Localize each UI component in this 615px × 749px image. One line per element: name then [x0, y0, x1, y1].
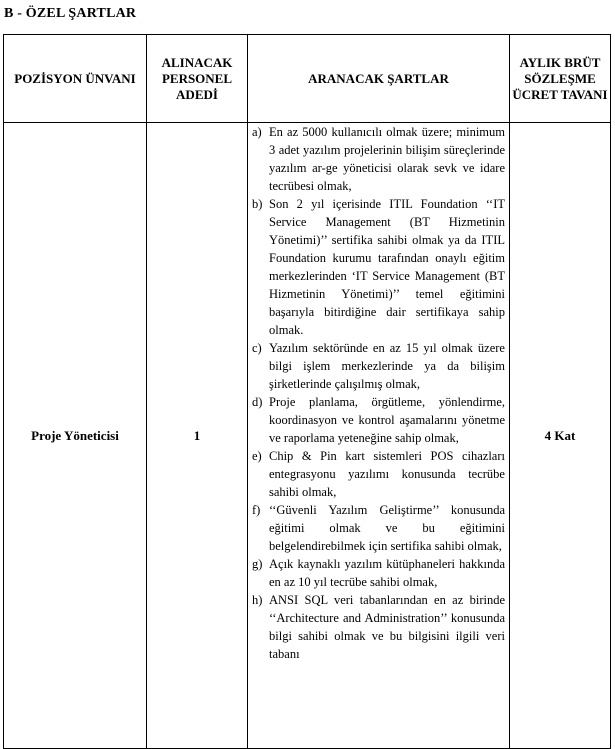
condition-letter: d) — [252, 395, 263, 409]
cell-conditions — [248, 123, 510, 749]
condition-text: Chip & Pin kart sistemleri POS cihazları entegrasyonu yazılımı konusunda tecrübe sahibi olmak, — [269, 449, 505, 499]
list-item — [252, 339, 505, 393]
header-salary-label: AYLIK BRÜT SÖZLEŞME ÜCRET TAVANI — [512, 54, 608, 102]
conditions-list — [252, 123, 505, 748]
condition-letter: h) — [252, 593, 263, 607]
header-position — [4, 35, 147, 123]
header-personnel-count-label: ALINACAK PERSONEL ADEDİ — [161, 54, 233, 102]
condition-text: En az 5000 kullanıcılı olmak üzere; minimum 3 adet yazılım projelerinin bilişim süreçlerinde yazılım ar-ge yöneticisi olarak sevk ve idare tecrübesi olmak, — [269, 125, 505, 193]
list-item — [252, 555, 505, 591]
condition-text: ‘‘Güvenli Yazılım Geliştirme’’ konusunda eğitimi olmak ve bu eğitimini belgelendirebilmek için sertifika sahibi olmak, — [269, 503, 505, 553]
list-item — [252, 393, 505, 447]
condition-letter: b) — [252, 197, 263, 211]
condition-letter: c) — [252, 341, 262, 355]
condition-text: Proje planlama, örgütleme, yönlendirme, koordinasyon ve kontrol aşamalarını yönetme ve raporlama yeteneğine sahip olmak, — [269, 395, 505, 445]
list-item — [252, 447, 505, 501]
table-row — [4, 123, 611, 749]
header-salary — [510, 35, 611, 123]
condition-letter: g) — [252, 557, 263, 571]
header-position-label: POZİSYON ÜNVANI — [14, 70, 136, 86]
condition-text: Yazılım sektöründe en az 15 yıl olmak üzere bilgi işlem merkezlerinde ya da bilişim şirketlerinde çalışılmış olmak, — [269, 341, 505, 391]
cell-personnel-count: 1 — [147, 123, 248, 749]
condition-text: ANSI SQL veri tabanlarından en az birinde ‘‘Architecture and Administration’’ konusunda bilgi sahibi olmak ve bu bilgisini ilgili veri tabanı — [269, 593, 505, 661]
condition-text: Son 2 yıl içerisinde ITIL Foundation ‘‘IT Service Management (BT Hizmetinin Yönetimi)’’ sertifika sahibi olmak ya da ITIL Foundation kurumu tarafından onaylı eğitim merkezlerinden ‘IT Service Management (BT Hizmetinin Yönetimi)’’ temel eğitimini başarıyla bitirdiğine dair sertifikaya sahip olmak. — [269, 197, 505, 337]
condition-letter: a) — [252, 125, 262, 139]
section-title: B - ÖZEL ŞARTLAR — [4, 6, 137, 21]
list-item — [252, 501, 505, 555]
list-item — [252, 123, 505, 195]
condition-letter: f) — [252, 503, 261, 517]
cell-position: Proje Yöneticisi — [4, 123, 147, 749]
header-personnel-count — [147, 35, 248, 123]
condition-letter: e) — [252, 449, 262, 463]
condition-text: Açık kaynaklı yazılım kütüphaneleri hakkında en az 10 yıl tecrübe sahibi olmak, — [269, 557, 505, 589]
header-requirements-label: ARANACAK ŞARTLAR — [308, 70, 449, 86]
cell-salary: 4 Kat — [510, 123, 611, 749]
table-header-row — [4, 35, 611, 123]
requirements-table — [3, 34, 611, 749]
header-requirements — [248, 35, 510, 123]
list-item — [252, 195, 505, 339]
list-item — [252, 591, 505, 663]
